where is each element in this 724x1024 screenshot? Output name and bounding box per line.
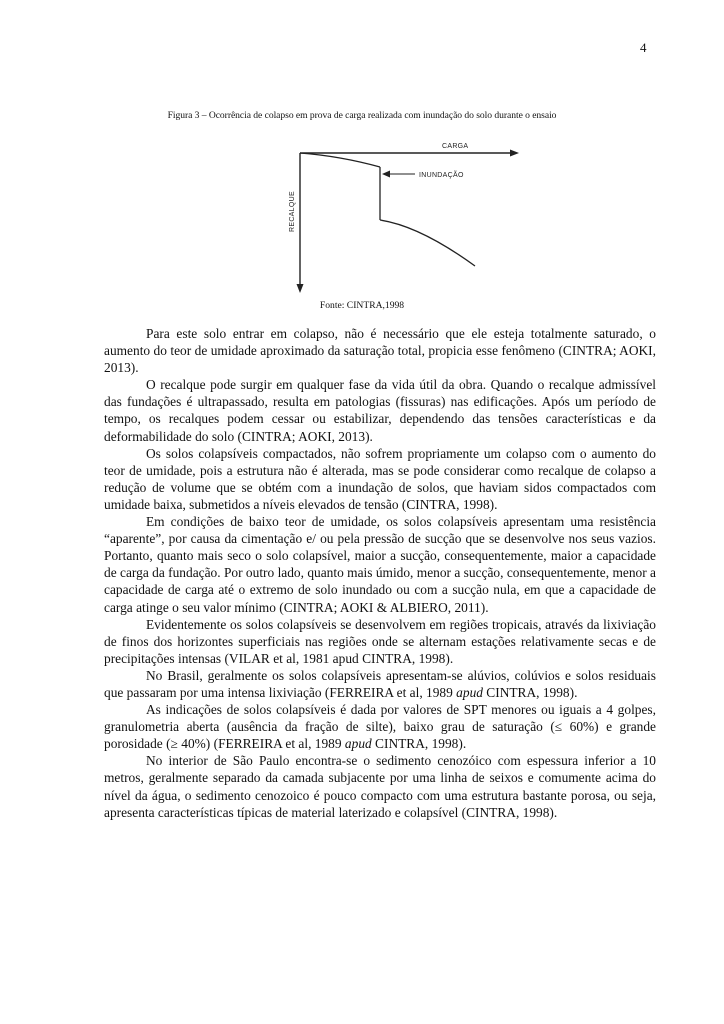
label-carga: CARGA: [442, 143, 469, 150]
body-text: [104, 325, 656, 821]
settlement-axis-arrow-icon: [297, 284, 304, 293]
paragraph: Para este solo entrar em colapso, não é necessário que ele esteja totalmente saturado, o aumento do teor de umidade aproximado da saturação total, propicia esse fenômeno (CINTRA; AOKI, 2013).: [104, 326, 656, 376]
curve-after-flooding: [380, 220, 475, 266]
paragraph-text: As indicações de solos colapsíveis é dada por valores de SPT menores ou iguais a 4 golpes, granulometria aberta (ausência da fração de silte), baixo grau de saturação (≤ 60%) e grande porosidade (≥ 40%) (FERREIRA et al, 1989: [104, 702, 656, 752]
paragraph: No interior de São Paulo encontra-se o sedimento cenozóico com espessura inferior a 10 metros, geralmente separado da camada subjacente por uma linha de seixos e comumente acima do nível da água, o sedimento cenozoico é pouco compacto com uma estrutura bastante porosa, ou seja, apresenta características típicas de material laterizado e colapsível (CINTRA, 1998).: [104, 753, 656, 820]
figure-caption: Figura 3 – Ocorrência de colapso em prova de carga realizada com inundação do solo durante o ensaio: [167, 110, 557, 121]
paragraph: [104, 667, 656, 701]
figure-collapse-diagram: [270, 136, 530, 296]
paragraph-italic: apud: [344, 736, 372, 752]
paragraph-text: CINTRA, 1998).: [482, 684, 578, 700]
page-number: 4: [640, 40, 647, 55]
load-settlement-diagram: [270, 136, 530, 296]
load-axis-arrow-icon: [510, 150, 519, 157]
flooding-pointer-arrow-icon: [382, 171, 390, 178]
paragraph: [104, 701, 656, 752]
paragraph-text: No Brasil, geralmente os solos colapsíveis apresentam-se alúvios, colúvios e solos residuais que passaram por uma intensa lixiviação (FERREIRA et al, 1989: [104, 667, 656, 700]
label-inundacao: INUNDAÇÃO: [419, 172, 464, 179]
figure-source: Fonte: CINTRA,1998: [319, 300, 405, 311]
paragraph: Evidentemente os solos colapsíveis se desenvolvem em regiões tropicais, através da lixiviação de finos dos horizontes superficiais nas regiões onde se alternam estações relativamente secas e de precipitações intensas (VILAR et al, 1981 apud CINTRA, 1998).: [104, 616, 656, 666]
paragraph: Os solos colapsíveis compactados, não sofrem propriamente um colapso com o aumento do teor de umidade, pois a estrutura não é alterada, mas se pode considerar como recalque de colapso a redução de volume que se obtém com a inundação de solos, que haviam sidos compactados com umidade baixa, submetidos a níveis elevados de tensão (CINTRA, 1998).: [104, 445, 656, 512]
paragraph: O recalque pode surgir em qualquer fase da vida útil da obra. Quando o recalque admissível das fundações é ultrapassado, resulta em patologias (fissuras) nas edificações. Após um período de tempo, os recalques podem cessar ou estabilizar, dependendo das tensões características e da deformabilidade do solo (CINTRA; AOKI, 2013).: [104, 377, 656, 444]
curve-before-flooding: [300, 153, 380, 167]
paragraph: Em condições de baixo teor de umidade, os solos colapsíveis apresentam uma resistência “aparente”, por causa da cimentação e/ ou pela pressão de sucção que se desenvolve nos seus vazios. Portanto, quanto mais seco o solo colapsível, maior a sucção, consequentemente, maior a capacidade de carga da fundação. Por outro lado, quanto mais úmido, menor a sucção, consequentemente, menor a capacidade de carga até o extremo de solo inundado ou com a sucção nula, em que a capacidade de carga atinge o seu valor mínimo (CINTRA; AOKI & ALBIERO, 2011).: [104, 514, 656, 615]
label-recalque: RECALQUE: [289, 191, 296, 232]
paragraph-text: CINTRA, 1998).: [371, 736, 467, 752]
paragraph-italic: apud: [456, 684, 483, 700]
